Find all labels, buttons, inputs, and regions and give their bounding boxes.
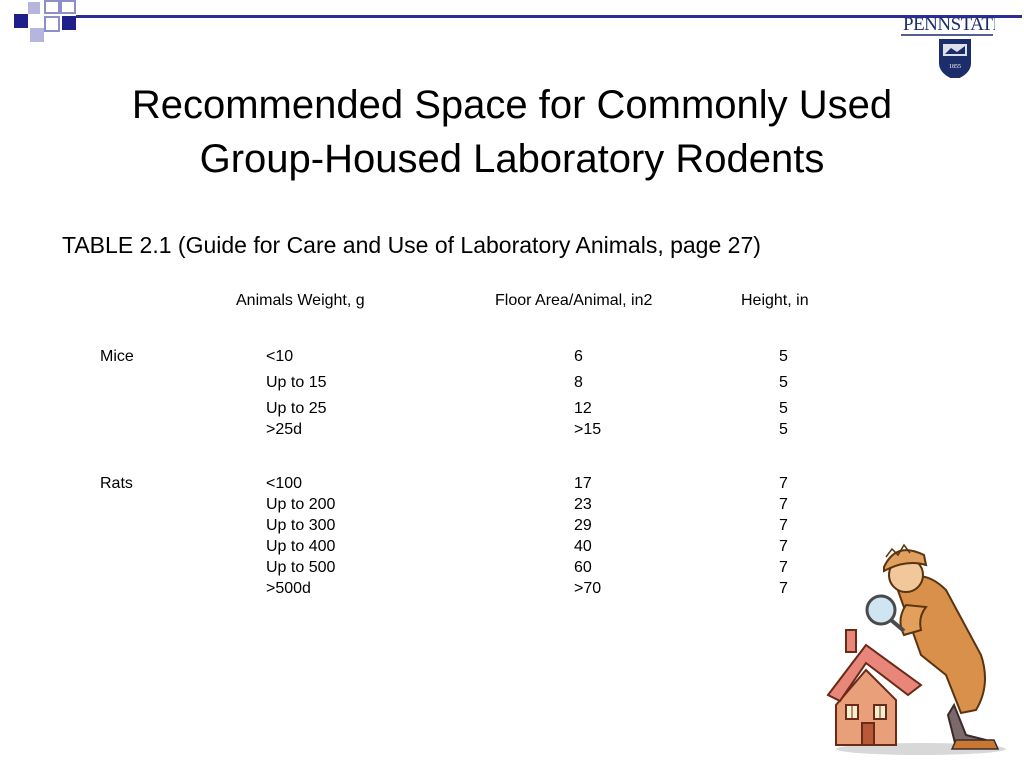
header-weight: Animals Weight, g xyxy=(236,292,365,309)
mice-area-3: 12 xyxy=(574,400,592,417)
header-band-line xyxy=(76,15,1022,18)
decor-square-4 xyxy=(60,0,76,14)
decor-square-7 xyxy=(62,16,76,30)
rats-height-5: 7 xyxy=(779,559,788,576)
rats-weight-4: Up to 400 xyxy=(266,538,336,555)
detective-clipart xyxy=(826,535,1016,757)
mice-height-3: 5 xyxy=(779,400,788,417)
rats-height-1: 7 xyxy=(779,475,788,492)
pennstate-logo xyxy=(895,8,995,78)
rats-weight-6: >500d xyxy=(266,580,311,597)
mice-area-1: 6 xyxy=(574,348,583,365)
title-line-2: Group-Housed Laboratory Rodents xyxy=(199,137,825,181)
mice-height-4: 5 xyxy=(779,421,788,438)
rats-weight-3: Up to 300 xyxy=(266,517,336,534)
decor-square-6 xyxy=(28,2,40,14)
pennstate-logo-graphic xyxy=(895,8,995,78)
mice-area-4: >15 xyxy=(574,421,602,438)
header-height: Height, in xyxy=(741,292,809,309)
rats-area-4: 40 xyxy=(574,538,592,555)
rats-height-4: 7 xyxy=(779,538,788,555)
detective-with-magnifier-icon xyxy=(826,535,1016,757)
group-label-rats: Rats xyxy=(100,475,133,492)
logo-wordmark: PENNSTATE xyxy=(903,14,995,35)
rats-area-3: 29 xyxy=(574,517,592,534)
header-floor-area: Floor Area/Animal, in2 xyxy=(495,292,653,309)
rats-weight-2: Up to 200 xyxy=(266,496,336,513)
decor-square-5 xyxy=(44,16,60,32)
mice-weight-3: Up to 25 xyxy=(266,400,327,417)
rats-area-6: >70 xyxy=(574,580,602,597)
decor-square-2 xyxy=(44,0,60,14)
rats-height-2: 7 xyxy=(779,496,788,513)
group-label-mice: Mice xyxy=(100,348,134,365)
mice-weight-1: <10 xyxy=(266,348,294,365)
mice-weight-4: >25d xyxy=(266,421,303,438)
mice-weight-2: Up to 15 xyxy=(266,374,327,391)
mice-area-2: 8 xyxy=(574,374,583,391)
mice-height-2: 5 xyxy=(779,374,788,391)
decor-square-1 xyxy=(14,14,28,28)
rats-area-2: 23 xyxy=(574,496,592,513)
table-caption: TABLE 2.1 (Guide for Care and Use of Laboratory Animals, page 27) xyxy=(62,232,761,258)
rats-weight-5: Up to 500 xyxy=(266,559,336,576)
rats-height-6: 7 xyxy=(779,580,788,597)
rats-height-3: 7 xyxy=(779,517,788,534)
rats-area-1: 17 xyxy=(574,475,592,492)
rats-area-5: 60 xyxy=(574,559,592,576)
mice-height-1: 5 xyxy=(779,348,788,365)
logo-year: 1855 xyxy=(949,64,961,70)
rats-weight-1: <100 xyxy=(266,475,303,492)
slide-title xyxy=(0,78,1024,186)
title-line-1: Recommended Space for Commonly Used xyxy=(131,83,893,127)
decor-square-3 xyxy=(30,28,44,42)
